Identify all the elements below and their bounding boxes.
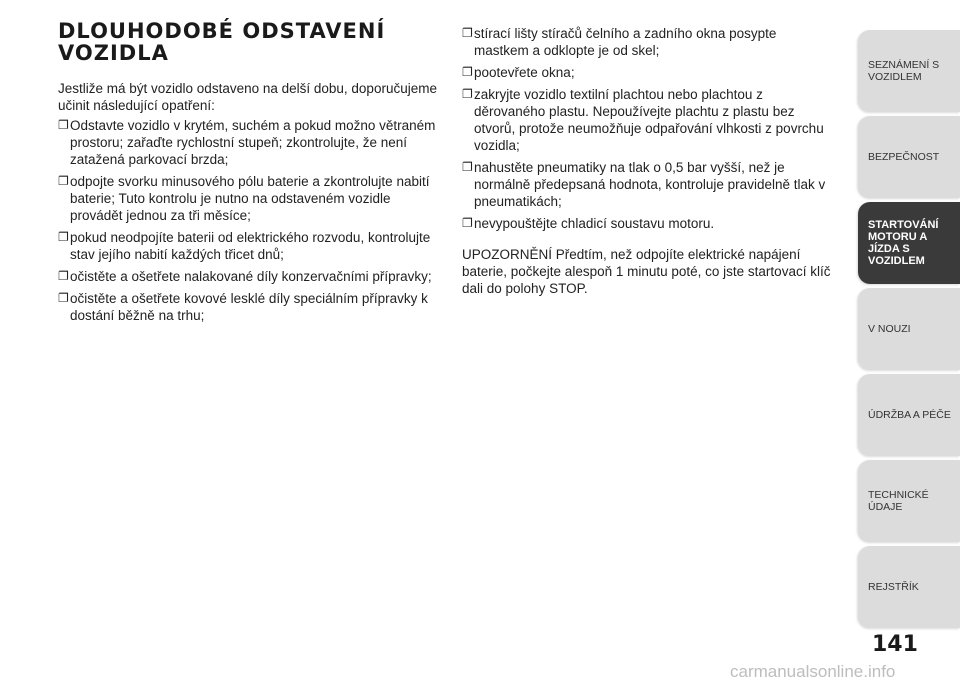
list-item [58,268,438,285]
checkbox-icon: ❐ [462,87,473,101]
list-item [58,229,438,263]
left-list [58,117,438,324]
sidebar-tab-label: TECHNICKÉ ÚDAJE [868,489,929,513]
sidebar-tab-v-nouzi[interactable] [858,288,960,370]
list-item [462,25,832,59]
checkbox-icon: ❐ [58,174,69,188]
checkbox-icon: ❐ [462,216,473,230]
intro-paragraph: Jestliže má být vozidlo odstaveno na delší dobu, doporučujeme učinit následující opatření: [58,81,437,113]
sidebar-tab-rejstrik[interactable] [858,546,960,628]
list-item-text: Odstavte vozidlo v krytém, suchém a pokud možno větraném prostoru; zařaďte rychlostní stupeň; zkontrolujte, že není zatažená parkovací brzda; [70,118,436,167]
checkbox-icon: ❐ [462,26,473,40]
list-item [462,159,832,210]
sidebar-tab-seznameni[interactable] [858,30,960,112]
checkbox-icon: ❐ [58,230,69,244]
sidebar-tab-label: SEZNÁMENÍ S VOZIDLEM [868,59,940,83]
list-item [462,215,832,232]
list-item [462,86,832,154]
list-item [58,290,438,324]
list-item-text: nevypouštějte chladicí soustavu motoru. [474,216,715,231]
list-item [462,64,832,81]
list-item-text: zakryjte vozidlo textilní plachtou nebo plachtou z děrovaného plastu. Nepoužívejte plachtu z plastu bez otvorů, protože neumožňuje odpařování vlhkosti z povrchu vozidla; [474,87,824,153]
sidebar-tab-label: REJSTŘÍK [868,581,919,593]
right-list [462,25,832,232]
watermark: carmanualsonline.info [730,662,896,681]
checkbox-icon: ❐ [462,160,473,174]
sidebar-tab-bezpecnost[interactable] [858,116,960,198]
sidebar-tab-startovani[interactable] [858,202,960,284]
list-item-text: pootevřete okna; [474,65,575,80]
page-title: DLOUHODOBÉ ODSTAVENÍ VOZIDLA [58,19,386,65]
list-item-text: očistěte a ošetřete kovové lesklé díly speciálním přípravky k dostání běžně na trhu; [70,291,428,323]
chapter-sidebar [858,30,960,632]
list-item [58,117,438,168]
list-item-text: nahustěte pneumatiky na tlak o 0,5 bar vyšší, než je normálně předepsaná hodnota, kontroluje pravidelně tlak v pneumatikách; [474,160,826,209]
checkbox-icon: ❐ [58,291,69,305]
list-item-text: pokud neodpojíte baterii od elektrického rozvodu, kontrolujte stav jejího nabití každých třicet dnů; [70,230,431,262]
checkbox-icon: ❐ [58,118,69,132]
sidebar-tab-label: STARTOVÁNÍ MOTORU A JÍZDA S VOZIDLEM [868,219,939,267]
left-column [58,80,438,329]
sidebar-tab-label: ÚDRŽBA A PÉČE [868,409,951,421]
page-number: 141 [872,632,918,657]
sidebar-tab-technicke-udaje[interactable] [858,460,960,542]
checkbox-icon: ❐ [462,65,473,79]
list-item [58,173,438,224]
list-item-text: očistěte a ošetřete nalakované díly konzervačními přípravky; [70,269,432,284]
right-column [462,25,832,297]
sidebar-tab-udrzba[interactable] [858,374,960,456]
sidebar-tab-label: BEZPEČNOST [868,151,940,163]
list-item-text: odpojte svorku minusového pólu baterie a zkontrolujte nabití baterie; Tuto kontrolu je nutno na odstaveném vozidle provádět jednou za tři měsíce; [70,174,430,223]
checkbox-icon: ❐ [58,269,69,283]
list-item-text: stírací lišty stíračů čelního a zadního okna posypte mastkem a odklopte je od skel; [474,26,777,58]
warning-note: UPOZORNĚNÍ Předtím, než odpojíte elektrické napájení baterie, počkejte alespoň 1 minutu poté, co jste startovací klíč dali do polohy STOP. [462,247,831,296]
sidebar-tab-label: V NOUZI [868,323,911,335]
